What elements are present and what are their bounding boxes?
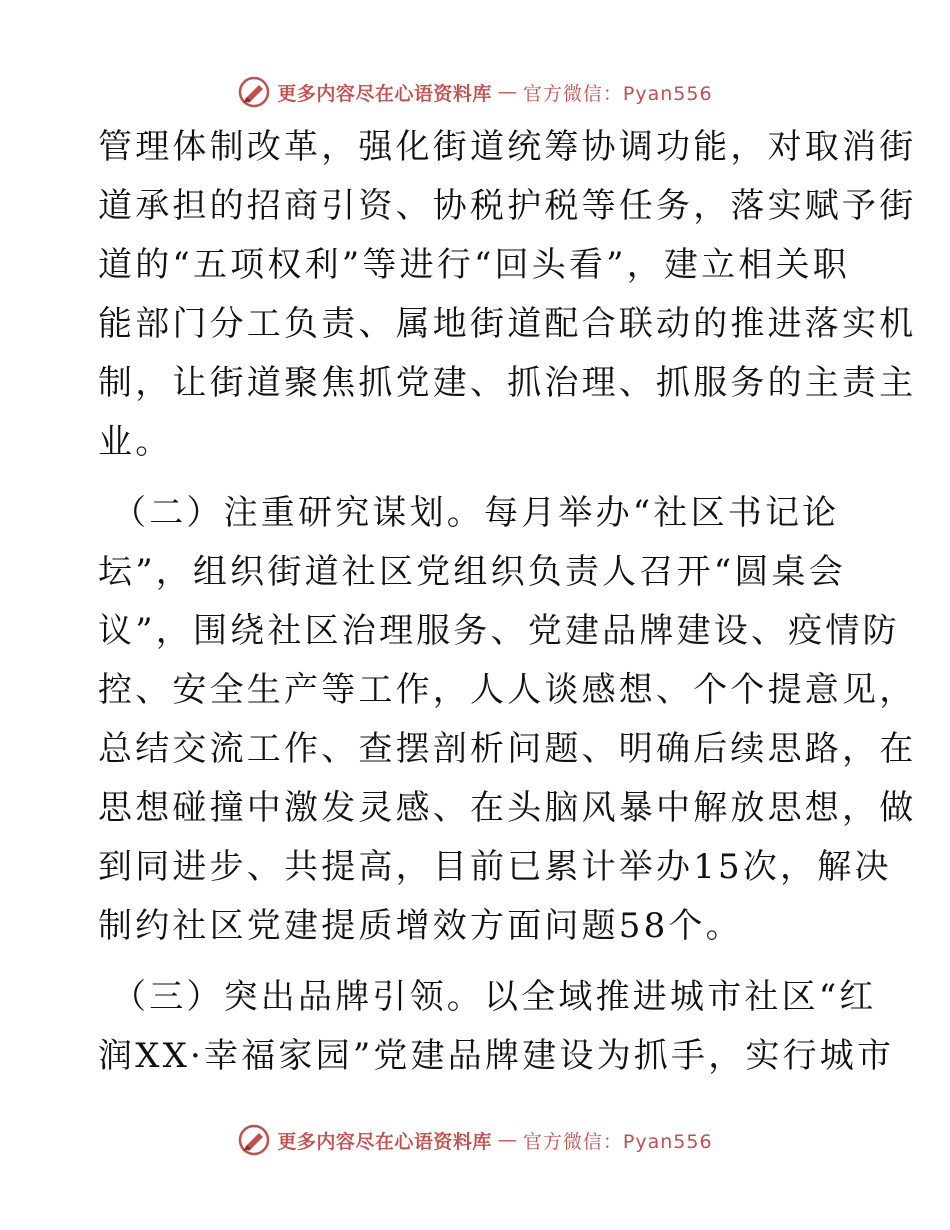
text-line: 道承担的招商引资、协税护税等任务，落实赋予街 xyxy=(98,186,917,226)
text-line: 总结交流工作、查摆剖析问题、明确后续思路，在 xyxy=(98,729,917,769)
watermark-separator: — xyxy=(497,1129,517,1151)
text-line: 制，让街道聚焦抓党建、抓治理、抓服务的主责主 xyxy=(98,363,917,403)
text-line: 坛”，组织街道社区党组织负责人召开“圆桌会 xyxy=(98,552,846,592)
text-line: （三）突出品牌引领。以全域推进城市社区“红 xyxy=(112,977,877,1017)
watermark-wechat-text: 官方微信：Pyan556 xyxy=(522,1130,713,1153)
paragraph-1 xyxy=(98,118,917,472)
text-line: （二）注重研究谋划。每月举办“社区书记论 xyxy=(112,493,840,533)
watermark-wechat-text: 官方微信：Pyan556 xyxy=(522,82,713,105)
text-line: 道的“五项权利”等进行“回头看”，建立相关职 xyxy=(98,245,850,285)
watermark-brand-text: 更多内容尽在心语资料库 xyxy=(277,1130,492,1153)
text-line: 到同进步、共提高，目前已累计举办15次，解决 xyxy=(98,847,892,887)
document-body xyxy=(98,118,917,1086)
header-watermark xyxy=(0,72,950,112)
paragraph-2 xyxy=(98,484,917,956)
text-line: 能部门分工负责、属地街道配合联动的推进落实机 xyxy=(98,304,917,344)
text-line: 制约社区党建提质增效方面问题58个。 xyxy=(98,906,743,946)
pen-logo-icon xyxy=(237,1123,271,1157)
text-line: 思想碰撞中激发灵感、在头脑风暴中解放思想，做 xyxy=(98,788,917,828)
footer-watermark xyxy=(0,1120,950,1160)
watermark-brand-text: 更多内容尽在心语资料库 xyxy=(277,82,492,105)
paragraph-3 xyxy=(98,968,895,1086)
text-line: 润XX·幸福家园”党建品牌建设为抓手，实行城市 xyxy=(98,1036,895,1076)
watermark-separator: — xyxy=(497,81,517,103)
text-line: 管理体制改革，强化街道统筹协调功能，对取消街 xyxy=(98,127,917,167)
text-line: 控、安全生产等工作，人人谈感想、个个提意见， xyxy=(98,670,917,710)
text-line: 业。 xyxy=(98,422,173,462)
pen-logo-icon xyxy=(237,75,271,109)
text-line: 议”，围绕社区治理服务、党建品牌建设、疫情防 xyxy=(98,611,900,651)
